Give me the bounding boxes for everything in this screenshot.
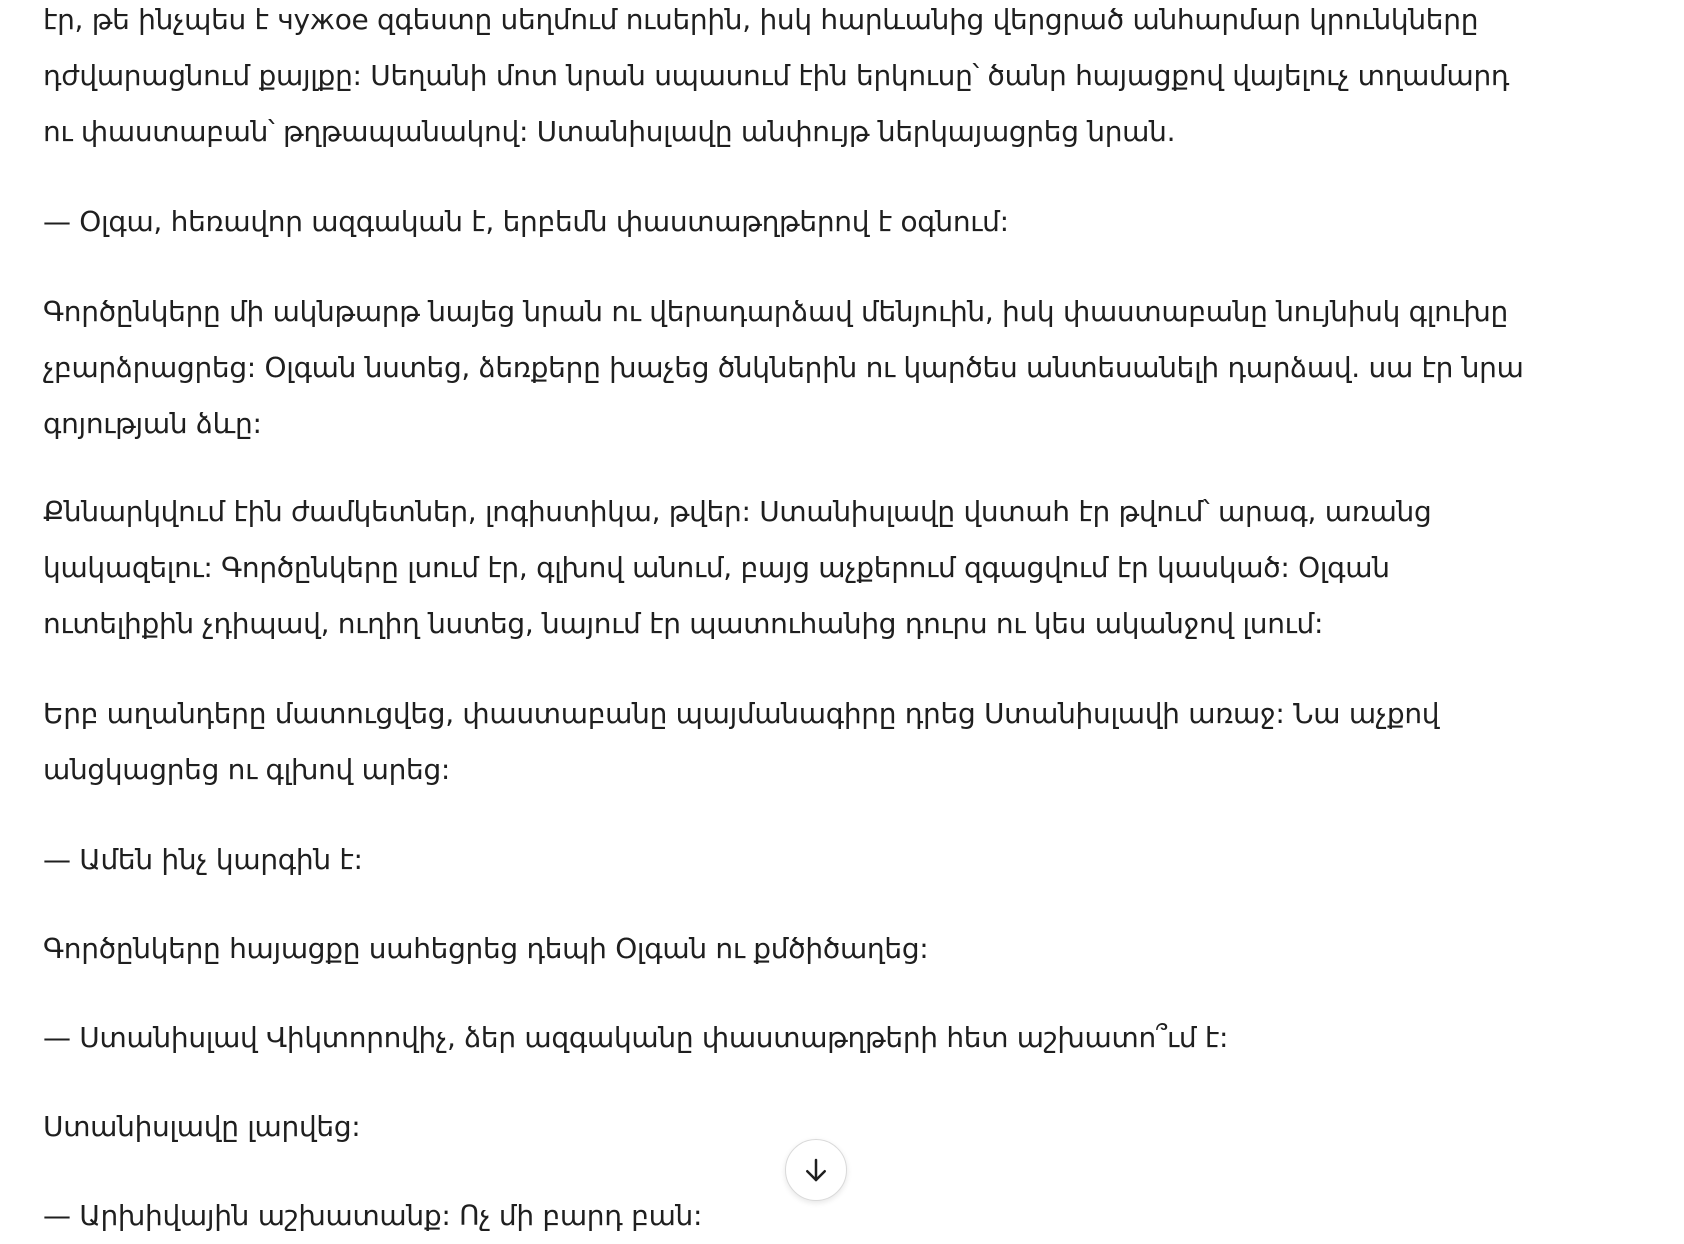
text-line: Գործընկերը մի ակնթարթ նայեց նրան ու վերադարձավ մենյուին, իսկ փաստաբանը նույնիսկ գլուխը xyxy=(43,295,1508,328)
arrow-down-icon xyxy=(801,1155,831,1185)
scroll-to-bottom-button[interactable] xyxy=(785,1139,847,1201)
text-line: Ստանիսլավը լարվեց: xyxy=(43,1110,361,1143)
paragraph xyxy=(43,194,1009,250)
text-line: — Օլգա, հեռավոր ազգական է, երբեմն փաստաթղթերով է օգնում: xyxy=(43,205,1009,238)
paragraph xyxy=(43,1010,1228,1066)
text-line: — Ամեն ինչ կարգին է: xyxy=(43,843,363,876)
text-line: գոյության ձևը: xyxy=(43,407,262,440)
text-line: Գործընկերը հայացքը սահեցրեց դեպի Օլգան ու քմծիծաղեց: xyxy=(43,932,929,965)
paragraph xyxy=(43,484,1431,652)
text-line: անցկացրեց ու գլխով արեց: xyxy=(43,753,451,786)
text-line: Երբ աղանդերը մատուցվեց, փաստաբանը պայմանագիրը դրեց Ստանիսլավի առաջ: Նա աչքով xyxy=(43,697,1440,730)
text-line: ու փաստաբան՝ թղթապանակով: Ստանիսլավը անփույթ ներկայացրեց նրան. xyxy=(43,115,1176,148)
text-line: դժվարացնում քայլքը: Սեղանի մոտ նրան սպասում էին երկուսը՝ ծանր հայացքով վայելուչ տղամարդ xyxy=(43,59,1510,92)
paragraph xyxy=(43,1099,360,1155)
text-line: չբարձրացրեց: Օլգան նստեց, ձեռքերը խաչեց ծնկներին ու կարծես անտեսանելի դարձավ. սա էր նրա xyxy=(43,351,1524,384)
text-line: էր, թե ինչպես է чужое զգեստը սեղմում ուսերին, իսկ հարևանից վերցրած անհարմար կրունկները xyxy=(43,3,1479,36)
paragraph xyxy=(43,284,1524,452)
paragraph xyxy=(43,832,363,888)
text-line: կակազելու: Գործընկերը լսում էր, գլխով անում, բայց աչքերում զգացվում էր կասկած: Օլգան xyxy=(43,551,1390,584)
text-line: ուտելիքին չդիպավ, ուղիղ նստեց, նայում էր պատուհանից դուրս ու կես ականջով լսում: xyxy=(43,607,1324,640)
paragraph xyxy=(43,921,928,977)
text-line: Քննարկվում էին ժամկետներ, լոգիստիկա, թվեր: Ստանիսլավը վստահ էր թվում՝ արագ, առանց xyxy=(43,495,1432,528)
text-line: — Արխիվային աշխատանք: Ոչ մի բարդ բան: xyxy=(43,1199,703,1232)
text-line: — Ստանիսլավ Վիկտորովիչ, ձեր ազգականը փաստաթղթերի հետ աշխատո՞ւմ է: xyxy=(43,1021,1229,1054)
paragraph xyxy=(43,686,1439,798)
paragraph xyxy=(43,0,1509,160)
